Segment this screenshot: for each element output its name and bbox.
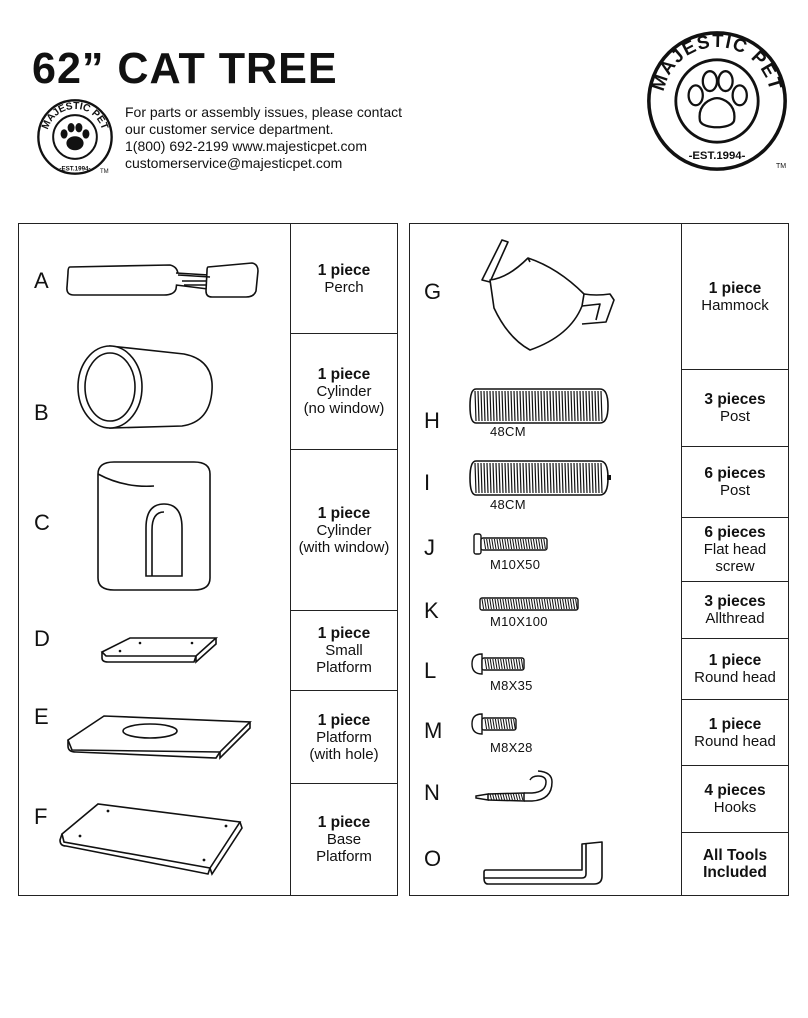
part-f-info: 1 piece Base Platform	[316, 814, 372, 865]
hook-icon	[474, 774, 554, 810]
screw-icon	[470, 712, 522, 736]
paw-print-icon	[61, 123, 90, 150]
size-label-h: 48CM	[490, 424, 526, 439]
part-m-info: 1 piece Round head	[694, 715, 776, 750]
contact-line: customerservice@majesticpet.com	[125, 155, 343, 171]
perch-icon	[60, 255, 260, 305]
contact-line: For parts or assembly issues, please contact	[125, 104, 403, 120]
part-i-info: 6 pieces Post	[704, 465, 766, 499]
part-letter-m: M	[424, 718, 443, 743]
screw-icon	[470, 652, 530, 676]
part-l-info: 1 piece Round head	[694, 652, 776, 686]
part-letter-l: L	[424, 658, 437, 683]
part-letter-n: N	[424, 780, 440, 805]
part-letter-i: I	[424, 470, 431, 495]
size-label-l: M8X35	[490, 678, 533, 693]
part-letter-a: A	[34, 268, 49, 293]
part-d-info: 1 piece Small Platform	[316, 625, 372, 676]
size-label-i: 48CM	[490, 497, 526, 512]
paw-print-icon	[689, 71, 747, 127]
trademark: TM	[100, 169, 109, 175]
cylinder-icon	[74, 342, 219, 432]
sisal-post-icon	[468, 457, 612, 499]
cylinder-window-icon	[94, 458, 219, 593]
part-o-info: All Tools Included	[702, 847, 768, 881]
contact-line: our customer service department.	[125, 121, 334, 137]
svg-text:MAJESTIC PET: MAJESTIC PET	[40, 100, 110, 132]
brand-logo-large	[646, 30, 788, 172]
allthread-icon	[478, 595, 582, 613]
part-letter-c: C	[34, 510, 50, 535]
part-j-info: 6 pieces Flat head screw	[703, 524, 767, 575]
part-letter-h: H	[424, 408, 440, 433]
hammock-icon	[478, 234, 618, 356]
part-letter-j: J	[424, 535, 435, 560]
small-platform-icon	[100, 632, 220, 672]
screw-icon	[472, 532, 552, 556]
svg-text:-EST.1994-: -EST.1994-	[688, 150, 746, 163]
part-letter-g: G	[424, 279, 442, 304]
part-g-info: 1 piece Hammock	[701, 279, 769, 314]
part-k-info: 3 pieces Allthread	[704, 593, 766, 627]
svg-text:MAJESTIC PET: MAJESTIC PET	[647, 29, 787, 94]
base-platform-icon	[56, 798, 246, 878]
trademark: TM	[776, 163, 787, 170]
part-a-info: 1 piece Perch	[317, 261, 371, 296]
brand-logo-small	[36, 98, 114, 176]
part-c-info: 1 piece Cylinder (with window)	[298, 504, 390, 556]
page-title: 62” CAT TREE	[32, 44, 338, 93]
part-b-info: 1 piece Cylinder (no window)	[303, 366, 385, 417]
size-label-k: M10X100	[490, 614, 548, 629]
part-e-info: 1 piece Platform (with hole)	[309, 711, 379, 763]
svg-text:-EST.1994-: -EST.1994-	[59, 165, 91, 173]
part-n-info: 4 pieces Hooks	[704, 782, 766, 816]
part-letter-k: K	[424, 598, 439, 623]
contact-line: 1(800) 692-2199 www.majesticpet.com	[125, 138, 368, 154]
part-letter-o: O	[424, 846, 442, 871]
part-letter-e: E	[34, 704, 49, 729]
size-label-j: M10X50	[490, 557, 541, 572]
sisal-post-icon	[468, 385, 612, 427]
allen-key-icon	[482, 840, 612, 890]
part-letter-f: F	[34, 804, 48, 829]
platform-hole-icon	[64, 710, 254, 770]
part-letter-b: B	[34, 400, 49, 425]
part-h-info: 3 pieces Post	[704, 391, 766, 425]
part-letter-d: D	[34, 626, 50, 651]
size-label-m: M8X28	[490, 740, 533, 755]
contact-info	[125, 104, 402, 172]
